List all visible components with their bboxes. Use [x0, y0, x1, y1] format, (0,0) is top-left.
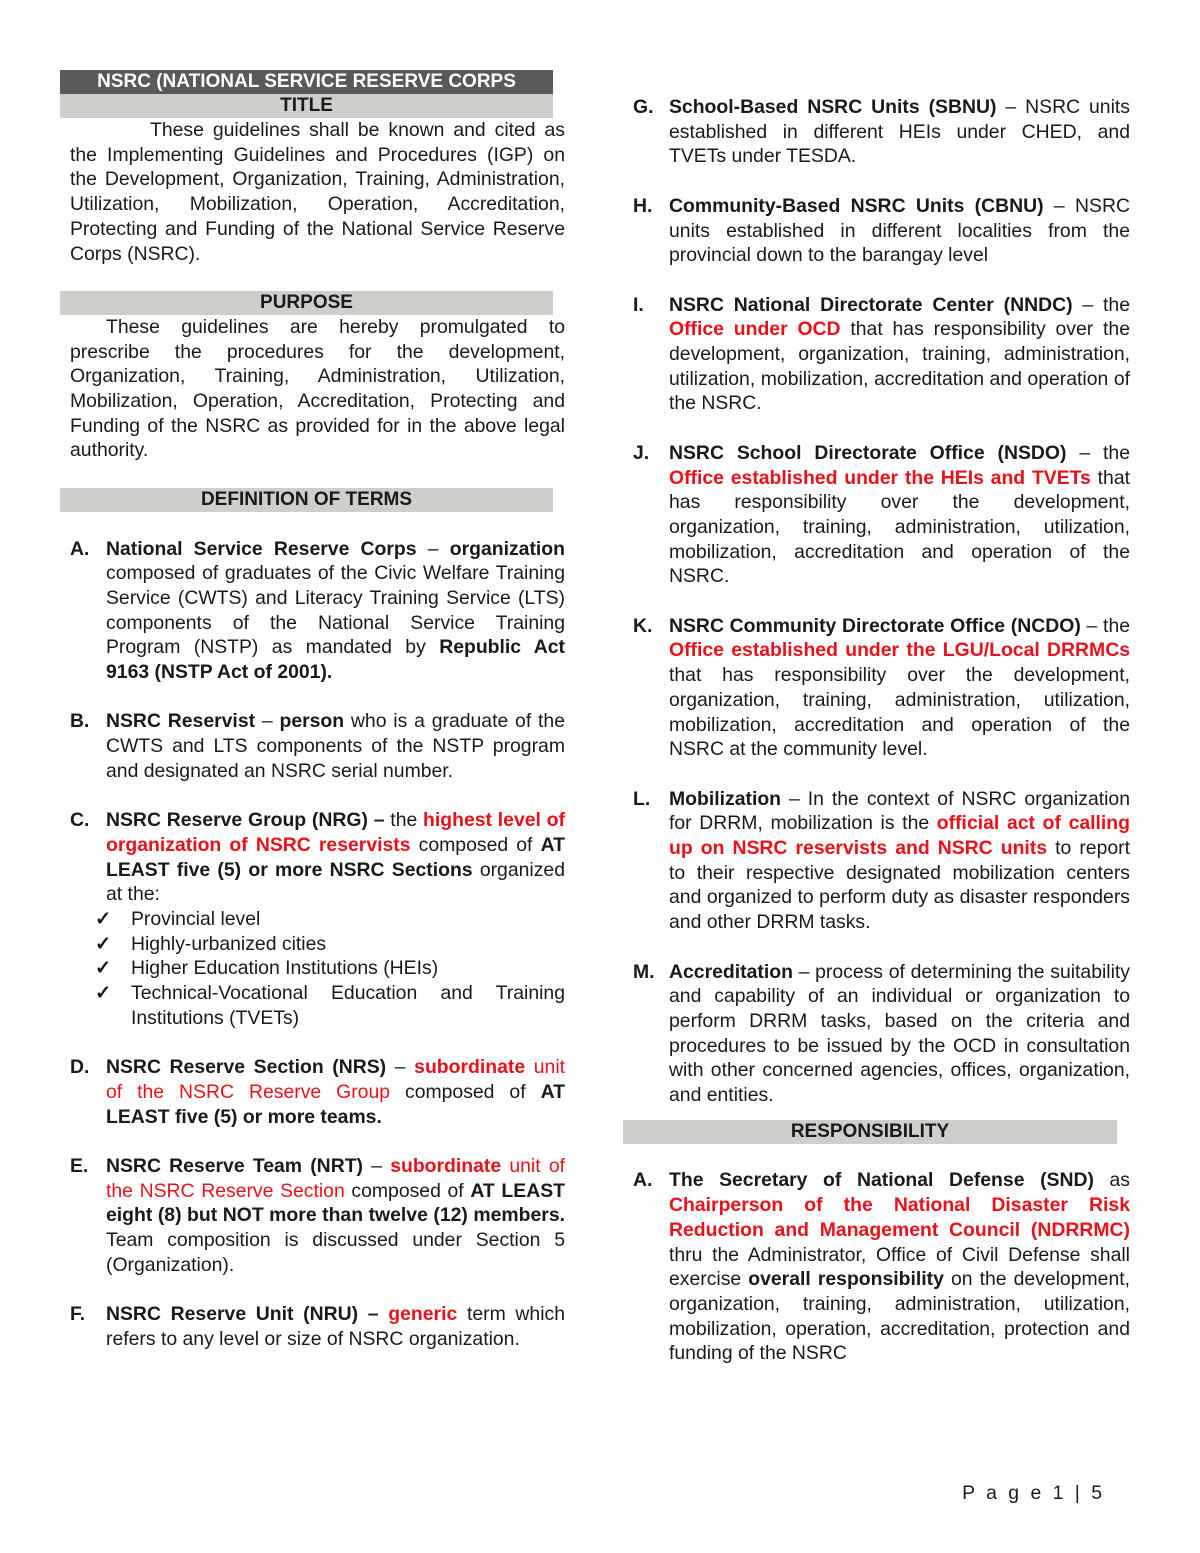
term: NSRC Reserve Team (NRT) — [106, 1155, 363, 1178]
text: – NSRC units established in different localities from the provincial down to the barangay level — [669, 194, 1130, 267]
text: term which refers to any level or size of NSRC organization. — [106, 1303, 565, 1350]
item-letter: J. — [633, 441, 650, 464]
red-emphasis: Office under OCD — [669, 318, 841, 341]
text: that has responsibility over the development, organization, training, administration, utilization, mobilization, accreditation and operation of the NSRC. — [669, 466, 1130, 588]
responsibility-section-header: RESPONSIBILITY — [623, 1120, 1117, 1144]
text: – In the context of NSRC organization for DRRM, mobilization is the — [669, 787, 1130, 835]
check-item: ✓ Highly-urbanized cities — [95, 932, 327, 955]
definition-item-l — [623, 787, 1130, 935]
term: Community-Based NSRC Units (CBNU) — [669, 194, 1044, 217]
term-emphasis: person — [279, 710, 345, 733]
term: Mobilization — [669, 787, 782, 810]
text: to report to their respective designated mobilization centers and organized to perform duty as disaster responders and other DRRM tasks. — [669, 837, 1130, 934]
term-emphasis: overall responsibility — [748, 1268, 944, 1291]
item-letter: F. — [70, 1303, 86, 1326]
responsibility-item-a — [623, 1168, 1130, 1366]
term: NSRC Reserve Unit (NRU) – — [106, 1303, 379, 1326]
text: – process of determining the suitability and capability of an individual or organization to perform DRRM tasks, based on the criteria and procedures to be issued by the OCD in consultation with other concerned agencies, offices, organization, and entities. — [669, 960, 1130, 1107]
text: – the — [1080, 614, 1131, 637]
purpose-paragraph: These guidelines are hereby promulgated to prescribe the procedures for the development, Organization, Training, Administration, Utilization, Mobilization, Operation, Accreditation, Protecting and Funding of the NSRC as provided for in the above legal authority. — [70, 315, 565, 462]
term: NSRC National Directorate Center (NNDC) — [669, 293, 1073, 316]
text: composed of — [344, 1179, 471, 1202]
text: – — [386, 1056, 415, 1079]
definition-item-g — [623, 95, 1130, 169]
item-letter: E. — [70, 1155, 89, 1178]
term-emphasis: AT LEAST five (5) or more teams. — [106, 1080, 565, 1128]
definition-item-f — [60, 1302, 565, 1351]
check-item: ✓ Higher Education Institutions (HEIs) — [95, 957, 439, 980]
definition-item-b — [60, 709, 565, 783]
item-letter: H. — [633, 194, 653, 217]
red-emphasis: generic — [388, 1303, 458, 1326]
text: organized at the: — [106, 858, 565, 906]
definition-item-k — [623, 614, 1130, 762]
item-letter: L. — [633, 787, 651, 810]
text: who is a graduate of the CWTS and LTS components of the NSTP program and designated an NSRC serial number. — [106, 710, 565, 782]
checkmark-icon: ✓ — [95, 908, 112, 931]
right-column — [623, 95, 1130, 1366]
checkmark-icon: ✓ — [95, 982, 112, 1005]
definition-item-c — [60, 808, 565, 907]
text: – — [363, 1155, 391, 1178]
red-emphasis: subordinate — [390, 1155, 502, 1178]
item-letter: M. — [633, 960, 655, 983]
item-letter: I. — [633, 293, 644, 316]
definition-item-e — [60, 1154, 565, 1278]
red-emphasis: Chairperson of the National Disaster Risk Reduction and Management Council (NDRRMC) — [669, 1194, 1130, 1241]
red-emphasis: Office established under the HEIs and TVETs — [669, 466, 1091, 489]
red-emphasis: subordinate — [414, 1056, 526, 1079]
item-letter: G. — [633, 96, 654, 118]
document-title: NSRC (NATIONAL SERVICE RESERVE CORPS — [60, 70, 553, 94]
definition-section-header: DEFINITION OF TERMS — [60, 488, 553, 512]
term: NSRC Community Directorate Office (NCDO) — [669, 614, 1081, 637]
page-number: P a g e 1 | 5 — [962, 1482, 1105, 1504]
term-emphasis: organization — [449, 537, 565, 560]
red-text: unit of the NSRC Reserve Group — [106, 1056, 566, 1103]
red-emphasis: Office established under the LGU/Local DRRMCs — [669, 639, 1130, 662]
text: – — [416, 537, 450, 560]
definition-item-d — [60, 1055, 565, 1129]
term: NSRC Reserve Group (NRG) – — [106, 809, 385, 832]
text: thru the Administrator, Office of Civil Defense shall exercise — [669, 1243, 1130, 1291]
definition-item-i — [623, 293, 1130, 417]
text: composed of — [410, 833, 541, 856]
term: NSRC School Directorate Office (NSDO) — [669, 441, 1067, 464]
text: on the development, organization, training, administration, utilization, mobilization, operation, accreditation, protection and funding of the NSRC — [669, 1268, 1130, 1365]
red-emphasis: highest level of organization of NSRC reservists — [106, 809, 565, 856]
term: School-Based NSRC Units (SBNU) — [669, 96, 997, 118]
definition-item-a — [60, 537, 565, 685]
term-emphasis: AT LEAST eight (8) but NOT more than twelve (12) members. — [106, 1179, 565, 1227]
item-letter: C. — [70, 809, 90, 832]
text: that has responsibility over the development, organization, training, administration, utilization, mobilization, accreditation and operation of the NSRC. — [669, 318, 1130, 415]
check-item: ✓ Technical-Vocational Education and Training Institutions (TVETs) — [95, 982, 565, 1029]
text: that has responsibility over the development, organization, training, administration, utilization, mobilization, accreditation and operation of the NSRC at the community level. — [669, 664, 1130, 761]
term: NSRC Reservist — [106, 710, 256, 733]
definition-item-m — [623, 960, 1130, 1108]
text: the — [384, 809, 424, 832]
item-letter: A. — [70, 537, 90, 560]
item-letter: K. — [633, 614, 653, 637]
purpose-section-header: PURPOSE — [60, 291, 553, 315]
item-letter: B. — [70, 710, 90, 733]
text: – — [255, 710, 280, 733]
text: composed of graduates of the Civic Welfare Training Service (CWTS) and Literacy Training Service (LTS) components of the National Service Training Program (NSTP) as mandated by — [106, 562, 565, 659]
checkmark-icon: ✓ — [95, 932, 112, 955]
text: as — [1093, 1169, 1130, 1192]
left-column — [60, 70, 565, 1352]
term-emphasis: AT LEAST five (5) or more NSRC Sections — [106, 833, 565, 881]
text: composed of — [390, 1080, 541, 1103]
term: National Service Reserve Corps — [106, 537, 417, 560]
term: NSRC Reserve Section (NRS) — [106, 1056, 387, 1079]
title-section-header: TITLE — [60, 94, 553, 118]
definition-item-j — [623, 441, 1130, 589]
text — [379, 1303, 389, 1325]
red-text: unit of the NSRC Reserve Section — [106, 1155, 565, 1202]
item-letter: D. — [70, 1056, 90, 1079]
text: – the — [1072, 293, 1130, 316]
term: Accreditation — [669, 960, 793, 983]
checkmark-icon: ✓ — [95, 957, 112, 980]
term: The Secretary of National Defense (SND) — [669, 1169, 1094, 1192]
red-emphasis: official act of calling up on NSRC reservists and NSRC units — [669, 812, 1130, 860]
checklist — [60, 907, 565, 1031]
item-letter: A. — [633, 1169, 653, 1192]
term-emphasis: Republic Act 9163 (NSTP Act of 2001). — [106, 636, 565, 684]
text: Team composition is discussed under Section 5 (Organization). — [106, 1229, 565, 1276]
definition-item-h — [623, 194, 1130, 268]
check-item: ✓ Provincial level — [95, 908, 261, 931]
text: – the — [1066, 441, 1130, 464]
text: – NSRC units established in different HEIs under CHED, and TVETs under TESDA. — [669, 96, 1130, 168]
title-paragraph: These guidelines shall be known and cited as the Implementing Guidelines and Procedures (IGP) on the Development, Organization, Training, Administration, Utilization, Mobilization, Operation, Accreditation, Protecting and Funding of the National Service Reserve Corps (NSRC). — [70, 119, 565, 265]
